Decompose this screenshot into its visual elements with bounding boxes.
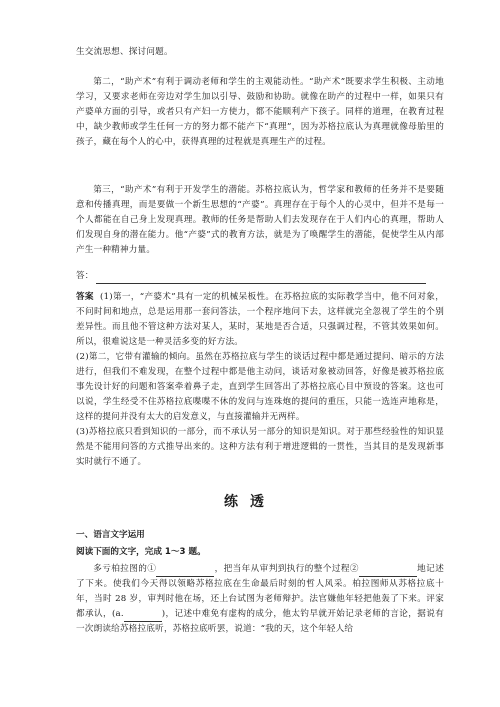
instruction-line: 阅读下面的文字，完成 1～3 题。 bbox=[76, 547, 206, 557]
passage-text-b: ，把当年从审判到执行的整个过程② bbox=[214, 564, 359, 574]
passage-text-c: 地记述了下来。使我们今天得以领略苏格拉底在生命最后时刻的哲人风采。柏拉图师从苏格拉底十年，当时 28 岁，审判时他在场，还上台试图为老师辩护。法官嫌他年轻把他轰了下来。评家都承认，(a. bbox=[76, 564, 444, 619]
answer-text-1: (1)第一，“产婆术”具有一定的机械呆板性。在苏格拉底的实际教学当中，他不问对象，不问时间和地点，总是运用那一套问答法，一个程序地问下去，这样就完全忽视了学生的个别差异性。而且他不管这种方法对某人，某时，某地是否合适，只强调过程，不管其效果如何。所以，很难说这是一种灵活多变的好方法。 bbox=[76, 292, 444, 347]
blank-2 bbox=[359, 567, 417, 577]
answer-paragraph-1 bbox=[76, 290, 444, 350]
reading-passage bbox=[76, 562, 444, 637]
answer-prompt: 答： bbox=[76, 271, 94, 281]
blank-1 bbox=[156, 567, 214, 577]
text-line: 生交流思想、探讨问题。 bbox=[76, 47, 173, 57]
answer-label: 答案 bbox=[76, 292, 94, 302]
subsection-heading: 一、语言文字运用 bbox=[76, 530, 145, 540]
answer-blank-line bbox=[96, 274, 426, 284]
answer-paragraph-3: (3)苏格拉底只看到知识的一部分，而不承认另一部分的知识是知识。对于那些经验性的知识显然是不能用问答的方式推导出来的。这种方法有利于增进逻辑的一贯性，当其目的是发现新事实时就行不通了。 bbox=[76, 427, 444, 467]
passage-text-d: )，记述中难免有虚构的成分，他太钓早就开始记录老师的言论，据说有一次朗读给苏格拉底听，苏格拉底听罢，说道：“我的天，这个年轻人给 bbox=[76, 609, 444, 634]
paragraph-second-point: 第二，“助产术”有利于调动老师和学生的主观能动性。“助产术”既要求学生积极、主动地学习，又要求老师在旁边对学生加以引导、鼓励和协助。就像在助产的过程中一样，如果只有产婆单方面的引导，或者只有产妇一方使力，都不能顺利产下孩子。同样的道理，在教育过程中，缺少教师或学生任何一方的努力都不能产下“真理”，因为苏格拉底认为真理就像母胎里的孩子，藏在每个人的心中，获得真理的过程就是真理生产的过程。 bbox=[76, 77, 444, 147]
answer-paragraph-2: (2)第二，它带有灌输的倾向。虽然在苏格拉底与学生的谈话过程中都是通过提问、暗示的方法进行，但我们不难发现，在整个过程中都是他主动问，谈话对象被动回答，好像是被苏格拉底事先设计好的问题和答案牵着鼻子走，直到学生回答出了苏格拉底心目中预设的答案。这也可以说，学生经受不住苏格拉底喋喋不休的发问与连珠炮的提问的重压，只能一选连声地称是，这样的提问并没有太大的启发意义，与直接灌输并无两样。 bbox=[76, 352, 444, 422]
answer-prompt-row bbox=[76, 269, 444, 284]
section-title: 练透 bbox=[224, 494, 276, 510]
paragraph-third-point: 第三，“助产术”有利于开发学生的潜能。苏格拉底认为，哲学家和教师的任务并不是要随意和传播真理，而是要做一个新生思想的“产婆”。真理存在于每个人的心灵中，但并不是每一个人都能在自己身上发现真理。教师的任务是帮助人们去发现存在于人们内心的真理，帮助人们发现自身的潜在能力。他“产婆”式的教育方法，就是为了唤醒学生的潜能，促使学生从内部产生一种精神力量。 bbox=[76, 185, 444, 255]
passage-text-a: 多亏柏拉图的① bbox=[93, 564, 157, 574]
blank-a bbox=[124, 612, 162, 622]
